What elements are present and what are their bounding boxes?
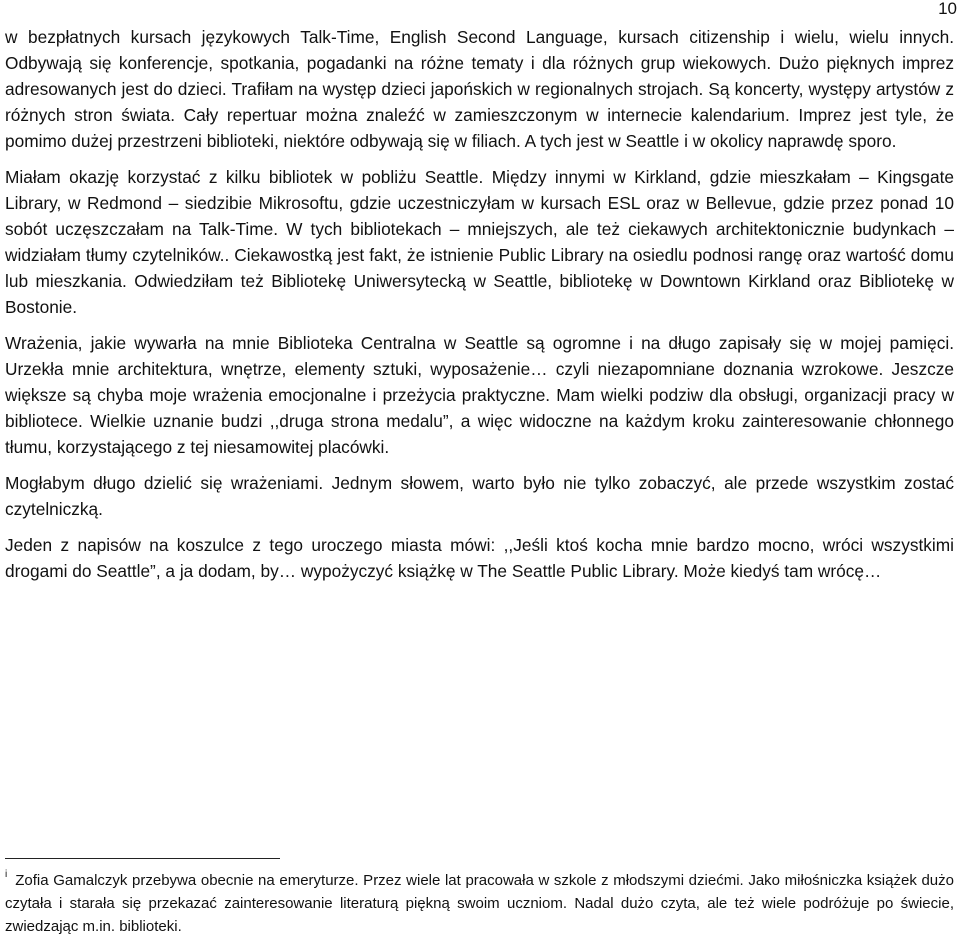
page-number: 10 <box>938 0 957 18</box>
footnote-marker: i <box>5 869 8 880</box>
footnote-divider <box>5 858 280 859</box>
paragraph-3: Wrażenia, jakie wywarła na mnie Biblioteka Centralna w Seattle są ogromne i na długo zapisały się w mojej pamięci. Urzekła mnie architektura, wnętrze, elementy sztuki, wyposażenie… czyli niezapomniane doznania wzrokowe. Jeszcze większe są chyba moje wrażenia emocjonalne i przeżycia praktyczne. Mam wielki podziw dla obsługi, organizacji pracy w bibliotece. Wielkie uznanie budzi ,,druga strona medalu”, a więc widoczne na każdym kroku zainteresowanie chłonnego tłumu, korzystającego z tej niesamowitej placówki. <box>5 333 954 457</box>
footnote-text: Zofia Gamalczyk przebywa obecnie na emeryturze. Przez wiele lat pracowała w szkole z młodszymi dziećmi. Jako miłośniczka książek dużo czytała i starała się przekazać zainteresowanie literaturą piękną swoim uczniom. Nadal dużo czyta, ale też wiele podróżuje po świecie, zwiedzając m.in. biblioteki. <box>5 872 954 935</box>
footnote <box>5 869 954 938</box>
paragraph-1: w bezpłatnych kursach językowych Talk-Time, English Second Language, kursach citizenship i wielu, wielu innych. Odbywają się konferencje, spotkania, pogadanki na różne tematy i dla różnych grup wiekowych. Dużo pięknych imprez adresowanych jest do dzieci. Trafiłam na występ dzieci japońskich w regionalnych strojach. Są koncerty, występy artystów z różnych stron świata. Cały repertuar można znaleźć w zamieszczonym w internecie kalendarium. Imprez jest tyle, że pomimo dużej przestrzeni biblioteki, niektóre odbywają się w filiach. A tych jest w Seattle i w okolicy naprawdę sporo. <box>5 27 954 151</box>
paragraph-5: Jeden z napisów na koszulce z tego uroczego miasta mówi: ,,Jeśli ktoś kocha mnie bardzo mocno, wróci wszystkimi drogami do Seattle”, a ja dodam, by… wypożyczyć książkę w The Seattle Public Library. Może kiedyś tam wrócę… <box>5 535 954 581</box>
paragraph-4: Mogłabym długo dzielić się wrażeniami. Jednym słowem, warto było nie tylko zobaczyć, ale przede wszystkim zostać czytelniczką. <box>5 473 954 519</box>
article-body <box>5 24 954 584</box>
paragraph-2: Miałam okazję korzystać z kilku bibliotek w pobliżu Seattle. Między innymi w Kirkland, gdzie mieszkałam – Kingsgate Library, w Redmond – siedzibie Mikrosoftu, gdzie uczestniczyłam w kursach ESL oraz w Bellevue, gdzie przez ponad 10 sobót uczęszczałam na Talk-Time. W tych bibliotekach – mniejszych, ale też ciekawych architektonicznie budynkach – widziałam tłumy czytelników.. Ciekawostką jest fakt, że istnienie Public Library na osiedlu podnosi rangę oraz wartość domu lub mieszkania. Odwiedziłam też Bibliotekę Uniwersytecką w Seattle, bibliotekę w Downtown Kirkland oraz Bibliotekę w Bostonie. <box>5 167 954 317</box>
